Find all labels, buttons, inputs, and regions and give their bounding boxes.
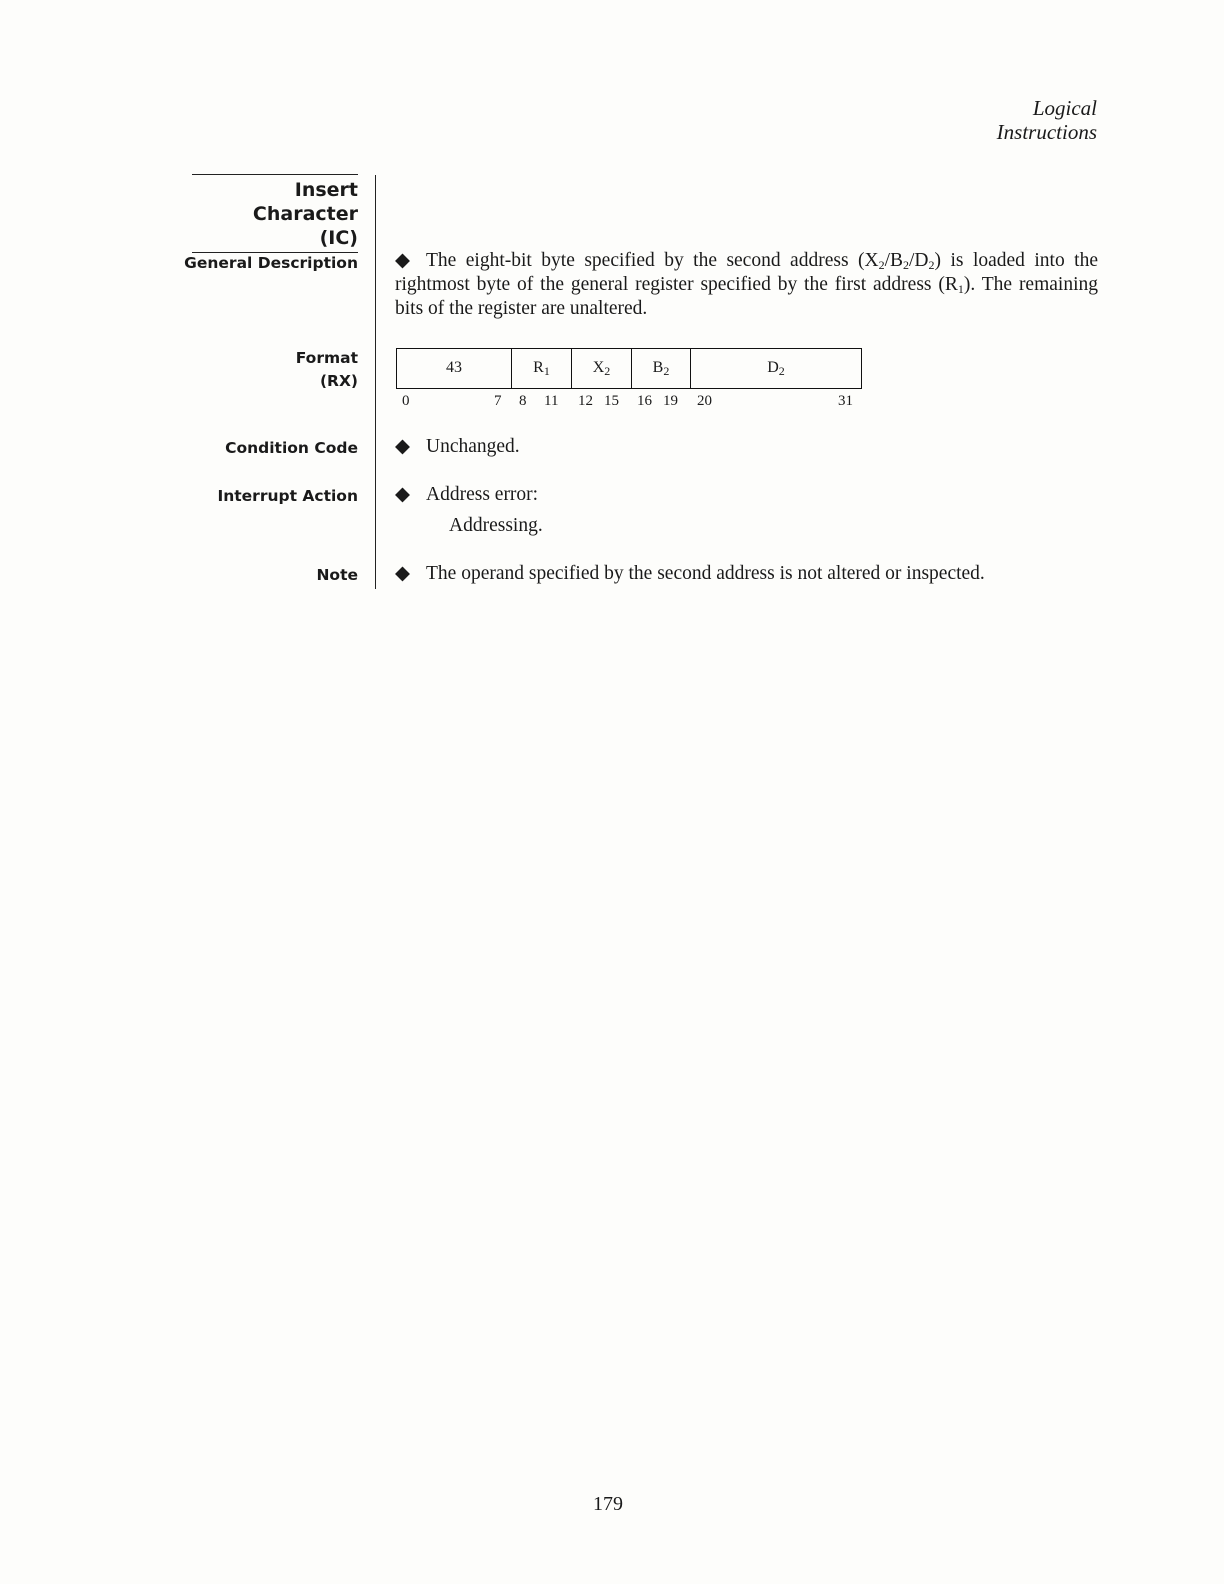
interrupt-action-label: Interrupt Action	[217, 487, 358, 505]
bullet-icon: ◆	[395, 250, 410, 271]
general-description-label: General Description	[184, 254, 358, 272]
bit-number: 8	[519, 393, 527, 409]
instruction-mnemonic: (IC)	[319, 227, 358, 249]
field-d2: $D_2$	[767, 359, 785, 378]
field-b2: $B_2$	[632, 349, 691, 388]
field-r1: $R_1$	[512, 349, 572, 388]
bit-number: 12	[578, 393, 593, 409]
bullet-icon: ◆	[395, 436, 410, 457]
interrupt-action-text: ◆ Address error: Addressing.	[395, 484, 543, 536]
bit-number: 0	[402, 393, 410, 409]
bit-number: 7	[494, 393, 502, 409]
note-label: Note	[316, 566, 358, 584]
header-line-2: Instructions	[996, 120, 1097, 144]
running-header	[997, 96, 1097, 144]
instruction-title	[192, 174, 358, 253]
bit-number: 31	[838, 393, 853, 409]
bit-number: 20	[697, 393, 712, 409]
condition-code-label: Condition Code	[225, 439, 358, 457]
bit-number: 11	[544, 393, 559, 409]
note-text: ◆ The operand specified by the second address is not altered or inspected.	[395, 563, 985, 584]
header-line-1: Logical	[1032, 96, 1097, 120]
bit-number: 16	[637, 393, 652, 409]
general-description-text: ◆ The eight-bit byte specified by the second address $(X_2/B_2/D_2)$ is loaded into the rightmost byte of the general register specified by the first address $(R_1)$. The remaining bits of the register are unaltered.	[395, 250, 1099, 319]
bit-number: 15	[604, 393, 619, 409]
bullet-icon: ◆	[395, 563, 410, 584]
vertical-rule	[375, 175, 376, 589]
field-opcode: 43	[397, 349, 512, 388]
page-number: 179	[593, 1493, 623, 1515]
rx-format-diagram	[396, 348, 862, 389]
condition-code-text: ◆ Unchanged.	[395, 436, 520, 457]
bullet-icon: ◆	[395, 484, 410, 505]
field-x2: $X_2$	[572, 349, 632, 388]
format-label: Format (RX)	[295, 349, 358, 390]
instruction-name: Insert Character	[252, 179, 358, 225]
bit-number: 19	[663, 393, 678, 409]
